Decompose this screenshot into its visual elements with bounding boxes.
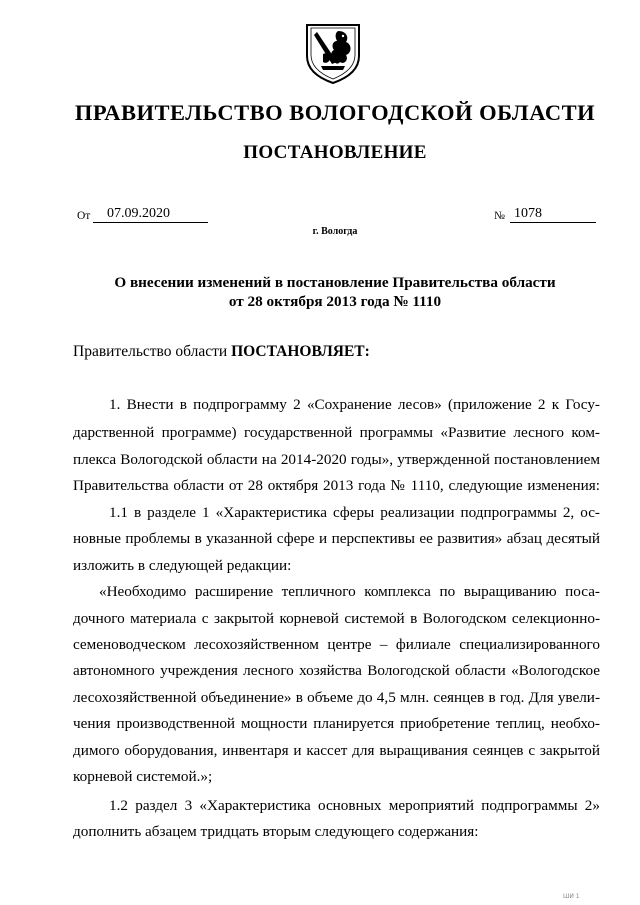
body-line: чения производственной мощности планируется приобретение теплиц, необхо- [73, 715, 600, 732]
body-line: корневой системой.»; [73, 768, 213, 785]
body-line: 1. Внести в подпрограмму 2 «Сохранение лесов» (приложение 2 к Госу- [109, 396, 600, 413]
document-date: 07.09.2020 [93, 205, 208, 223]
city-name: г. Вологда [312, 226, 358, 237]
body-line: новные проблемы в указанной сфере и перспективы ее развития» абзац десятый [73, 530, 600, 547]
body-line: плекса Вологодской области на 2014-2020 годы», утвержденной постановлением [73, 451, 600, 468]
government-title: ПРАВИТЕЛЬСТВО ВОЛОГОДСКОЙ ОБЛАСТИ [74, 100, 596, 125]
document-number: 1078 [510, 205, 596, 223]
date-prefix-label: От [77, 210, 91, 222]
preamble-prefix: Правительство области [73, 343, 232, 360]
body-line: «Необходимо расширение тепличного комплекса по выращиванию поса- [99, 583, 600, 600]
body-line: изложить в следующей редакции: [73, 557, 292, 574]
body-line: автономного учреждения лесного хозяйства Вологодской области «Вологодское [73, 662, 600, 679]
body-line: семеноводческом лесохозяйственном центре – филиале специализированного [73, 636, 600, 653]
body-line: дополнить абзацем тридцать вторым следующего содержания: [73, 823, 479, 840]
preamble-verb: ПОСТАНОВЛЯЕТ: [231, 343, 370, 360]
footer-mark: ШИ 1 [563, 893, 580, 900]
number-label: № [494, 210, 505, 222]
body-line: димого оборудования, инвентаря и кассет для выращивания сеянцев с закрытой [73, 742, 600, 759]
body-line: дарственной программе) государственной программы «Развитие лесного ком- [73, 424, 600, 441]
document-type: ПОСТАНОВЛЕНИЕ [243, 142, 427, 163]
preamble [73, 343, 370, 361]
body-line: дочного материала с закрытой корневой системой в Вологодском селекционно- [73, 610, 600, 627]
vologda-coat-of-arms-icon [303, 22, 363, 86]
body-line: 1.1 в разделе 1 «Характеристика сферы реализации подпрограммы 2, ос- [109, 504, 600, 521]
subject-line: от 28 октября 2013 года № 1110 [228, 293, 442, 310]
body-line: Правительства области от 28 октября 2013 года № 1110, следующие изменения: [73, 477, 600, 494]
body-line: лесохозяйственной объединение» в объеме до 4,5 млн. сеянцев в год. Для увели- [73, 689, 600, 706]
document-subject [60, 273, 610, 311]
body-line: 1.2 раздел 3 «Характеристика основных мероприятий подпрограммы 2» [109, 797, 600, 814]
subject-line: О внесении изменений в постановление Правительства области [114, 274, 556, 291]
